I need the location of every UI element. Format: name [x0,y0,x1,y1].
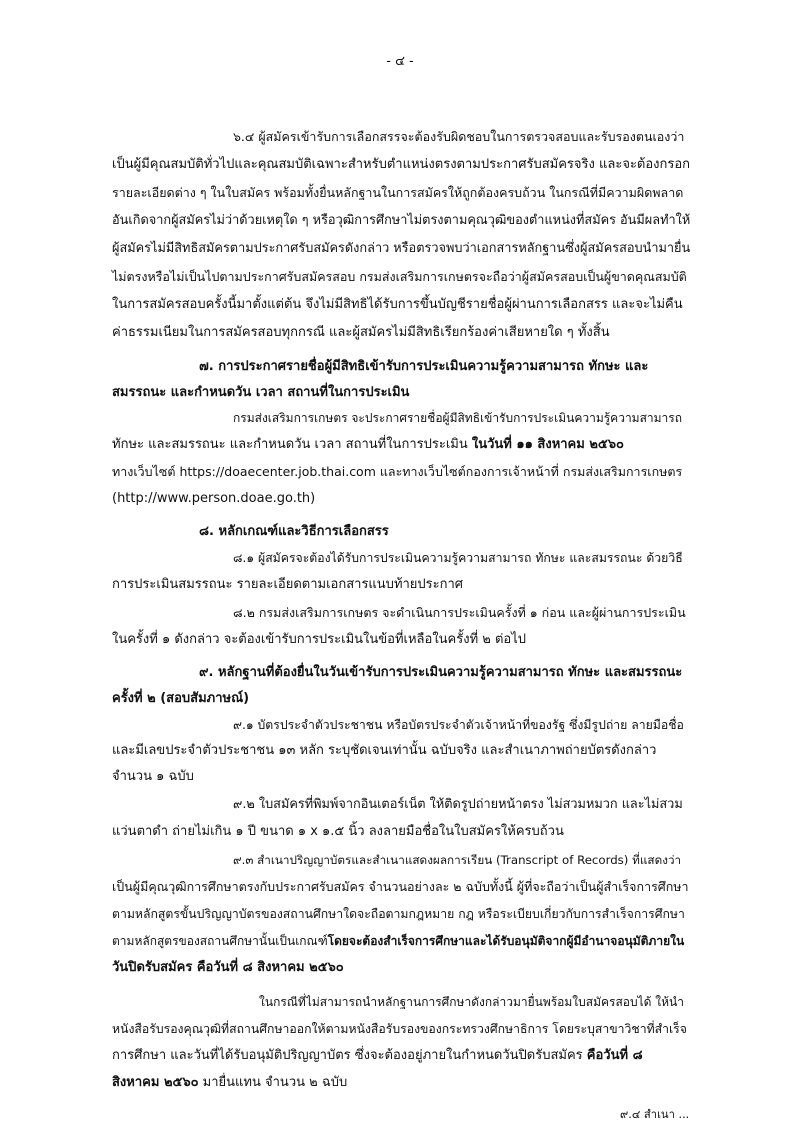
sec-9-text: ๙.๓ สำเนาปริญญาบัตรและสำเนาแสดงผลการเรียน (Transcript of Records) ที่แสดงว่า [233,853,682,867]
sec-6-4-line: เป็นผู้มีคุณสมบัติทั่วไปและคุณสมบัติเฉพาะสำหรับตำแหน่งตรงตามประกาศรับสมัครจริง และจะต้องกรอก [112,157,691,172]
sec-6-4-line: ไม่ตรงหรือไม่เป็นไปตามประกาศรับสมัครสอบ กรมส่งเสริมการเกษตรจะถือว่าผู้สมัครสอบเป็นผู้ขาดคุณสมบัติ [112,269,687,284]
sec-9-heading: ครั้งที่ ๒ (สอบสัมภาษณ์) [112,691,250,706]
sec-7-text: กรมส่งเสริมการเกษตร จะประกาศรายชื่อผู้มีสิทธิเข้ารับการประเมินความรู้ความสามารถ [233,411,683,425]
sec-9-text: แว่นตาดำ ถ่ายไม่เกิน ๑ ปี ขนาด ๑ x ๑.๕ นิ้ว ลงลายมือชื่อในใบสมัครให้ครบถ้วน [112,824,564,839]
sec-9-text [112,1047,643,1065]
sec-9-heading: ๙. หลักฐานที่ต้องยื่นในวันเข้ารับการประเมินความรู้ความสามารถ ทักษะ และสมรรถนะ [199,665,683,680]
sec-9-text: จำนวน ๑ ฉบับ [112,769,194,784]
sec-7-heading: ๗. การประกาศรายชื่อผู้มีสิทธิเข้ารับการประเมินความรู้ความสามารถ ทักษะ และ [199,359,649,374]
sec-8-text: ๘.๒ กรมส่งเสริมการเกษตร จะดำเนินการประเมินครั้งที่ ๑ ก่อน และผู้ผ่านการประเมิน [233,605,686,620]
sec-7-text [112,436,624,454]
sec-8-text: ๘.๑ ผู้สมัครจะต้องได้รับการประเมินความรู้ความสามารถ ทักษะ และสมรรถนะ ด้วยวิธี [233,551,683,565]
sec-9-text: ๙.๒ ใบสมัครที่พิมพ์จากอินเตอร์เน็ต ให้ติดรูปถ่ายหน้าตรง ไม่สวมหมวก และไม่สวม [233,797,683,812]
sec-9-text: หนังสือรับรองคุณวุฒิที่สถานศึกษาออกให้ตามหนังสือรับรองของกระทรวงศึกษาธิการ โดยระบุสาขาวิชาที่สำเร็จ [112,1022,687,1036]
sec-7-date: ในวันที่ ๑๑ สิงหาคม ๒๕๖๐ [471,437,624,452]
sec-9-date: สิงหาคม ๒๕๖๐ [112,1075,199,1090]
sec-8-text: การประเมินสมรรถนะ รายละเอียดตามเอกสารแนบท้ายประกาศ [112,577,464,592]
sec-8-heading: ๘. หลักเกณฑ์และวิธีการเลือกสรร [199,524,389,539]
sec-6-4-line: ผู้สมัครไม่มีสิทธิสมัครตามประกาศรับสมัครดังกล่าว หรือตรวจพบว่าเอกสารหลักฐานซึ่งผู้สมัครสอบนำมายื่น [112,241,691,256]
sec-7-text-normal: ทักษะ และสมรรถนะ และกำหนดวัน เวลา สถานที่ในการประเมิน [112,437,472,452]
sec-7-text: ทางเว็บไซต์ https://doaecenter.job.thai.com และทางเว็บไซต์กองการเจ้าหน้าที่ กรมส่งเสริมการเกษตร [112,464,683,479]
sec-6-4-line: ในการสมัครสอบครั้งนี้มาตั้งแต่ต้น จึงไม่มีสิทธิได้รับการขึ้นบัญชีรายชื่อผู้ผ่านการเลือกสรร และจะไม่คืน [112,297,683,312]
sec-6-4-line: รายละเอียดต่าง ๆ ในใบสมัคร พร้อมทั้งยื่นหลักฐานในการสมัครให้ถูกต้องครบถ้วน ในกรณีที่มีความผิดพลาด [112,185,684,200]
sec-9-text-normal: ตามหลักสูตรของสถานศึกษานั้นเป็นเกณฑ์ [112,934,328,948]
sec-9-text: ในกรณีที่ไม่สามารถนำหลักฐานการศึกษาดังกล่าวมายื่นพร้อมใบสมัครสอบได้ ให้นำ [259,995,684,1009]
sec-9-date: คือวันที่ ๘ [586,1048,643,1063]
sec-9-text-emphasis: โดยจะต้องสำเร็จการศึกษาและได้รับอนุมัติจากผู้มีอำนาจอนุมัติภายใน [327,934,685,948]
sec-9-text: ตามหลักสูตรขั้นปริญญาบัตรของสถานศึกษาใดจะถือตามกฎหมาย กฎ หรือระเบียบเกี่ยวกับการสำเร็จการศึกษา [112,907,685,921]
sec-6-4-line: ค่าธรรมเนียมในการสมัครสอบทุกกรณี และผู้สมัครไม่มีสิทธิเรียกร้องค่าเสียหายใด ๆ ทั้งสิ้น [112,325,610,340]
sec-9-text [112,932,684,950]
sec-9-text: ๙.๑ บัตรประจำตัวประชาชน หรือบัตรประจำตัวเจ้าหน้าที่ของรัฐ ซึ่งมีรูปถ่าย ลายมือชื่อ [233,718,684,732]
sec-6-4-line: ๖.๔ ผู้สมัครเข้ารับการเลือกสรรจะต้องรับผิดชอบในการตรวจสอบและรับรองตนเองว่า [233,129,685,144]
sec-9-text-normal: การศึกษา และวันที่ได้รับอนุมัติปริญญาบัตร ซึ่งจะต้องอยู่ภายในกำหนดวันปิดรับสมัคร [112,1048,587,1063]
sec-9-text: เป็นผู้มีคุณวุฒิการศึกษาตรงกับประกาศรับสมัคร จำนวนอย่างละ ๒ ฉบับทั้งนี้ ผู้ที่จะถือว่าเป็นผู้สำเร็จการศึกษา [112,879,689,894]
sec-9-text [112,1074,347,1092]
sec-7-heading: สมรรถนะ และกำหนดวัน เวลา สถานที่ในการประเมิน [112,385,410,400]
sec-6-4-line: อันเกิดจากผู้สมัครไม่ว่าด้วยเหตุใด ๆ หรือวุฒิการศึกษาไม่ตรงตามคุณวุฒิของตำแหน่งที่สมัคร อันมีผลทำให้ [112,213,691,228]
sec-8-text: ในครั้งที่ ๑ ดังกล่าว จะต้องเข้ารับการประเมินในข้อที่เหลือในครั้งที่ ๒ ต่อไป [112,632,527,647]
sec-9-deadline: วันปิดรับสมัคร คือวันที่ ๘ สิงหาคม ๒๕๖๐ [112,960,344,975]
page-number: - ๔ - [386,54,414,69]
sec-9-text-normal: มายื่นแทน จำนวน ๒ ฉบับ [198,1075,348,1090]
continuation-marker: ๙.๔ สำเนา ... [620,1108,690,1121]
sec-9-text: และมีเลขประจำตัวประชาชน ๑๓ หลัก ระบุชัดเจนเท่านั้น ฉบับจริง และสำเนาภาพถ่ายบัตรดังกล่าว [112,743,657,758]
sec-7-text: (http://www.person.doae.go.th) [112,491,316,506]
